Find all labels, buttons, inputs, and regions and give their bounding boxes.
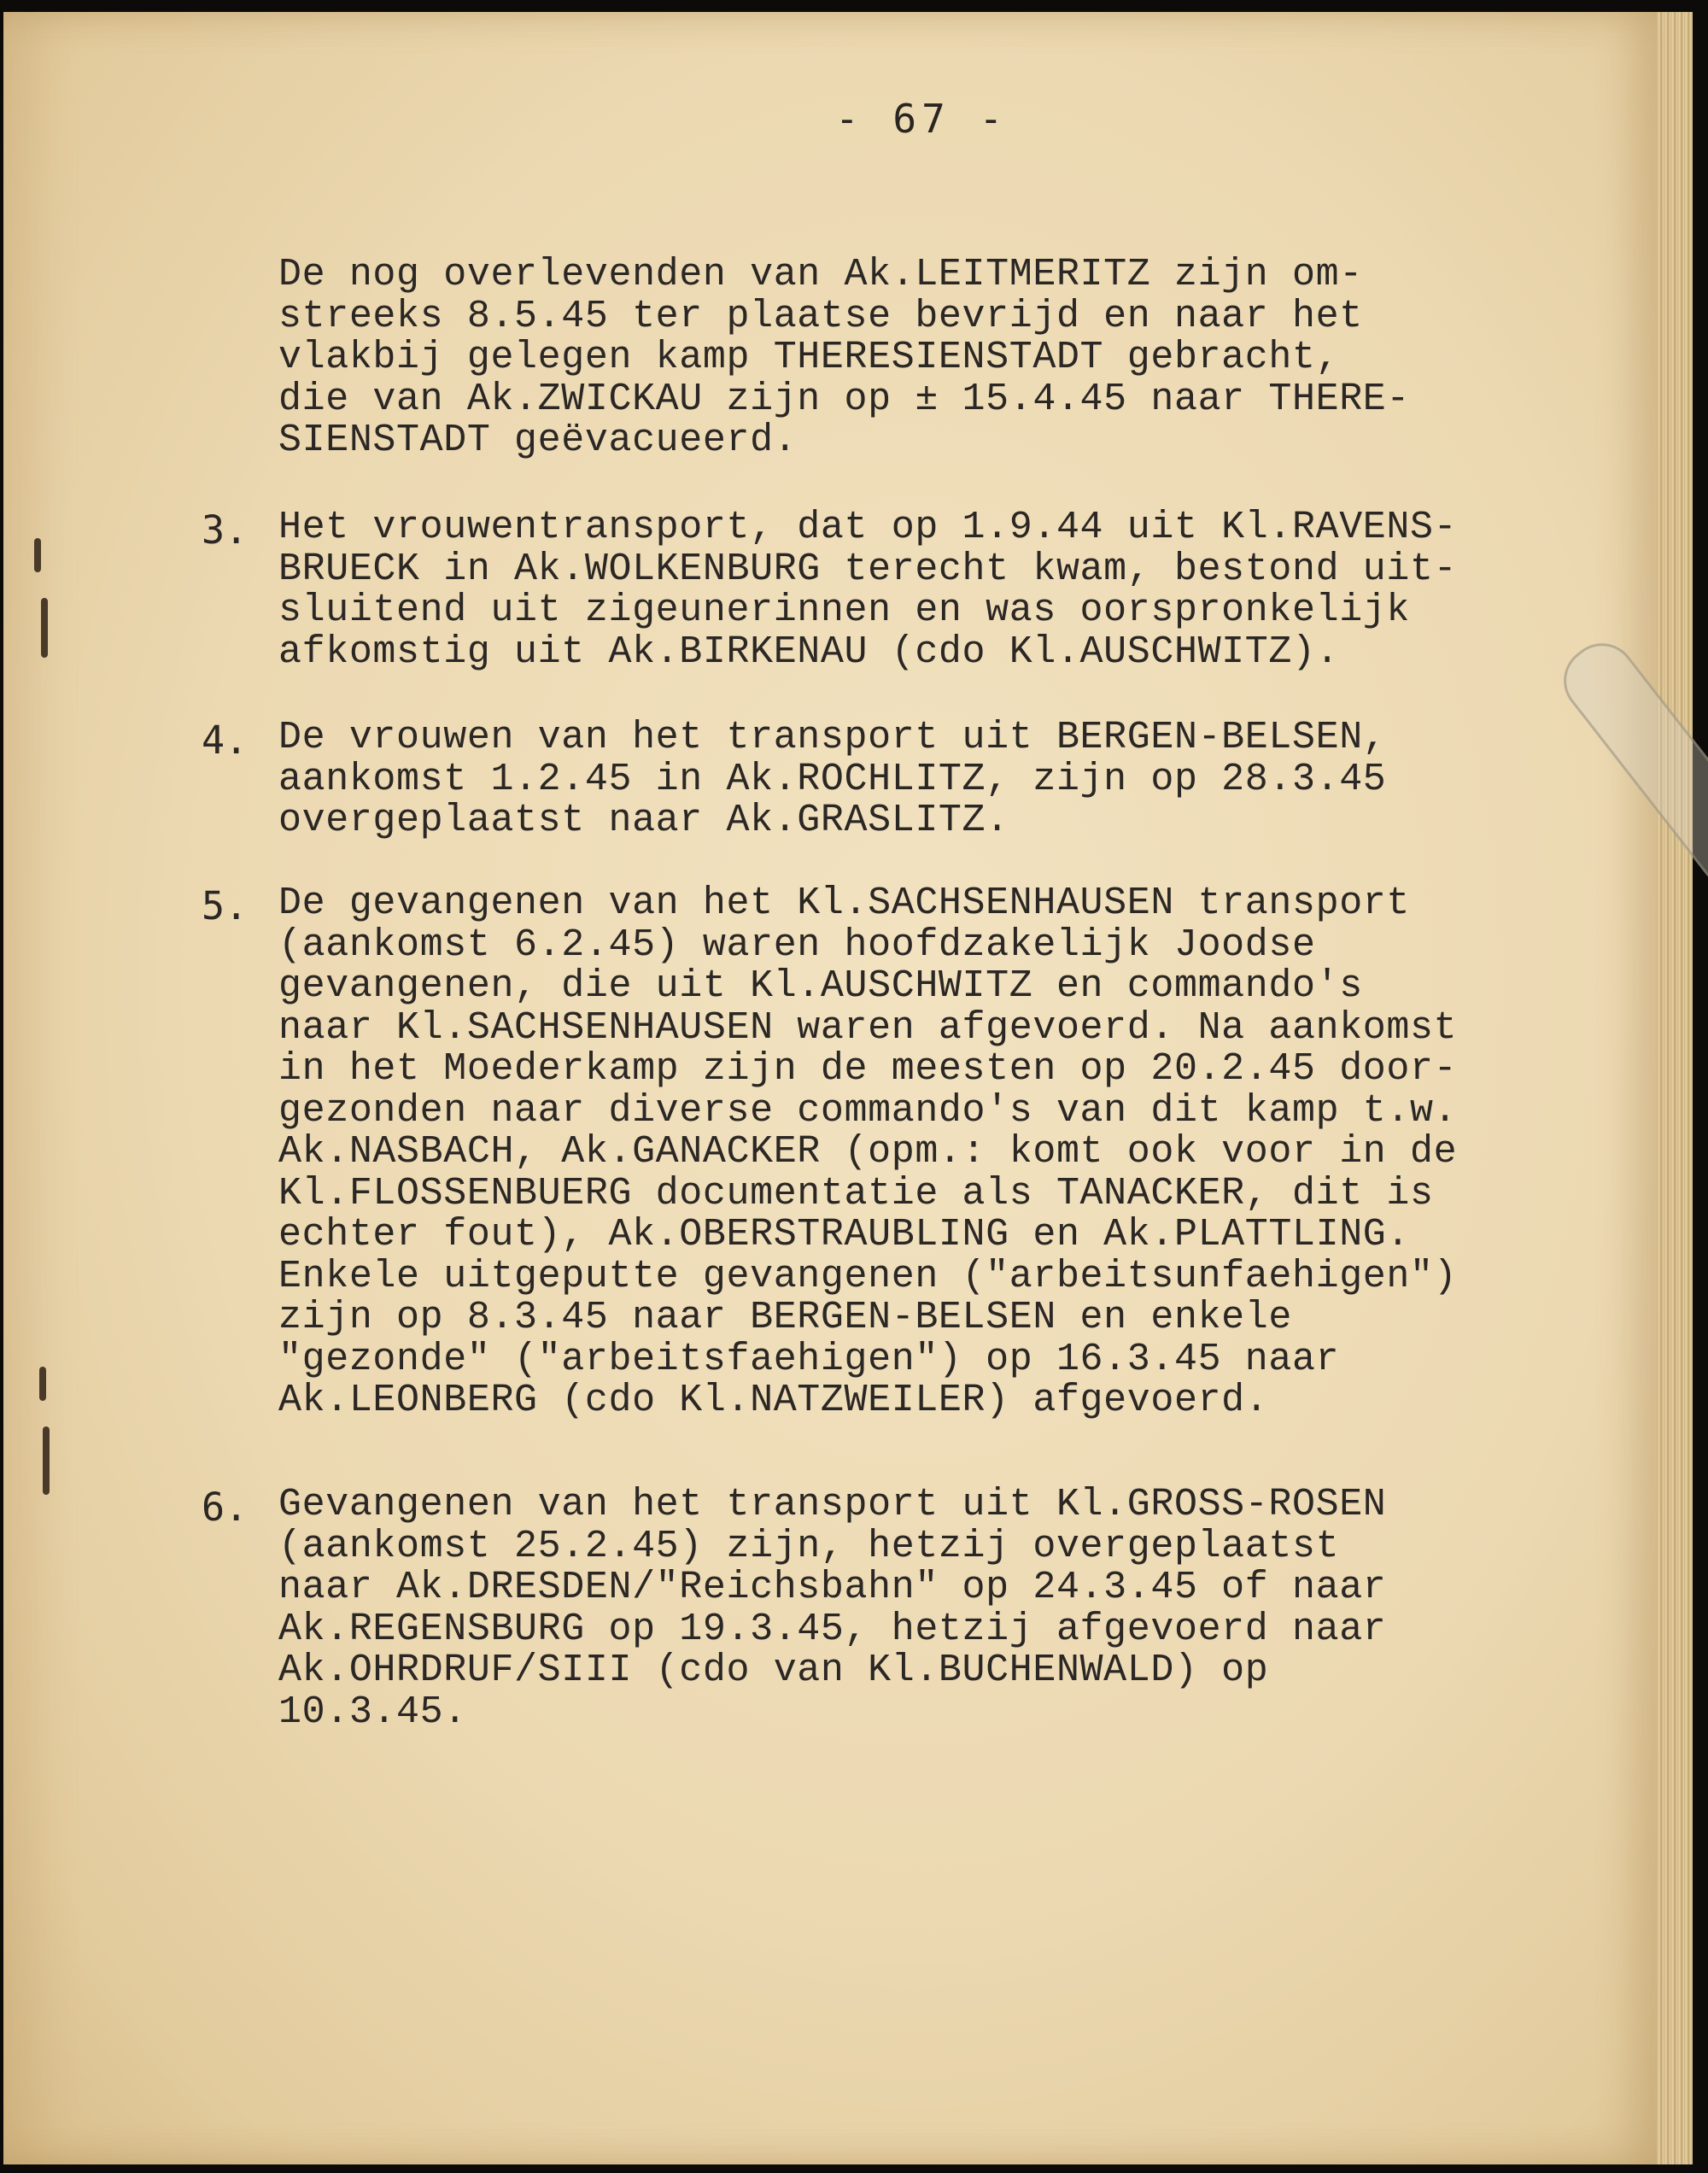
paragraph-4 (278, 718, 1386, 842)
line: naar Kl.SACHSENHAUSEN waren afgevoerd. Na aankomst (278, 1005, 1458, 1050)
line: De nog overlevenden van Ak.LEITMERITZ zijn om- (278, 253, 1363, 296)
line: afkomstig uit Ak.BIRKENAU (cdo Kl.AUSCHWITZ). (278, 630, 1340, 674)
line: overgeplaatst naar Ak.GRASLITZ. (278, 799, 1009, 842)
line: aankomst 1.2.45 in Ak.ROCHLITZ, zijn op 28.3.45 (278, 757, 1387, 801)
paragraph-6 (278, 1485, 1386, 1733)
line: in het Moederkamp zijn de meesten op 20.2.45 door- (278, 1047, 1458, 1091)
page-edge (1657, 12, 1693, 2164)
paragraph-5 (278, 883, 1457, 1422)
line: (aankomst 6.2.45) waren hoofdzakelijk Joodse (278, 922, 1316, 967)
line: BRUECK in Ak.WOLKENBURG terecht kwam, bestond uit- (278, 547, 1458, 591)
binding-hole (39, 1367, 46, 1401)
line: "gezonde" ("arbeitsfaehigen") op 16.3.45 naar (278, 1337, 1340, 1381)
page-number: - 67 - (835, 96, 1009, 142)
line: die van Ak.ZWICKAU zijn op ± 15.4.45 naar THERE- (278, 377, 1411, 421)
line: SIENSTADT geëvacueerd. (278, 419, 798, 462)
line: De gevangenen van het Kl.SACHSENHAUSEN transport (278, 882, 1411, 925)
paragraph-number: 4. (202, 718, 249, 763)
paragraph-number: 6. (202, 1485, 249, 1530)
paragraph-1 (278, 255, 1410, 462)
paragraph-3 (278, 507, 1457, 673)
line: echter fout), Ak.OBERSTRAUBLING en Ak.PLATTLING. (278, 1213, 1411, 1256)
line: sluitend uit zigeunerinnen en was oorspronkelijk (278, 589, 1411, 632)
line: vlakbij gelegen kamp THERESIENSTADT gebracht, (278, 336, 1340, 379)
paragraph-number: 5. (202, 883, 249, 928)
paragraph-number: 3. (202, 507, 249, 553)
line: Het vrouwentransport, dat op 1.9.44 uit Kl.RAVENS- (278, 506, 1458, 549)
line: (aankomst 25.2.45) zijn, hetzij overgeplaatst (278, 1524, 1340, 1568)
line: naar Ak.DRESDEN/"Reichsbahn" op 24.3.45 of naar (278, 1566, 1387, 1609)
line: Gevangenen van het transport uit Kl.GROSS-ROSEN (278, 1483, 1387, 1526)
line: Ak.LEONBERG (cdo Kl.NATZWEILER) afgevoerd. (278, 1379, 1269, 1422)
line: Ak.NASBACH, Ak.GANACKER (opm.: komt ook voor in de (278, 1130, 1458, 1174)
binding-hole (43, 1426, 50, 1495)
line: Enkele uitgeputte gevangenen ("arbeitsunfaehigen") (278, 1254, 1458, 1298)
line: zijn op 8.3.45 naar BERGEN-BELSEN en enkele (278, 1296, 1292, 1339)
line: streeks 8.5.45 ter plaatse bevrijd en naar het (278, 294, 1363, 338)
line: De vrouwen van het transport uit BERGEN-BELSEN, (278, 716, 1387, 759)
line: 10.3.45. (278, 1690, 467, 1734)
line: gezonden naar diverse commando's van dit kamp t.w. (278, 1088, 1458, 1133)
line: Kl.FLOSSENBUERG documentatie als TANACKER, dit is (278, 1171, 1434, 1215)
binding-hole (41, 598, 48, 658)
line: Ak.OHRDRUF/SIII (cdo van Kl.BUCHENWALD) op (278, 1649, 1269, 1692)
line: gevangenen, die uit Kl.AUSCHWITZ en commando's (278, 964, 1363, 1008)
line: Ak.REGENSBURG op 19.3.45, hetzij afgevoerd naar (278, 1607, 1387, 1651)
binding-hole (34, 538, 41, 572)
